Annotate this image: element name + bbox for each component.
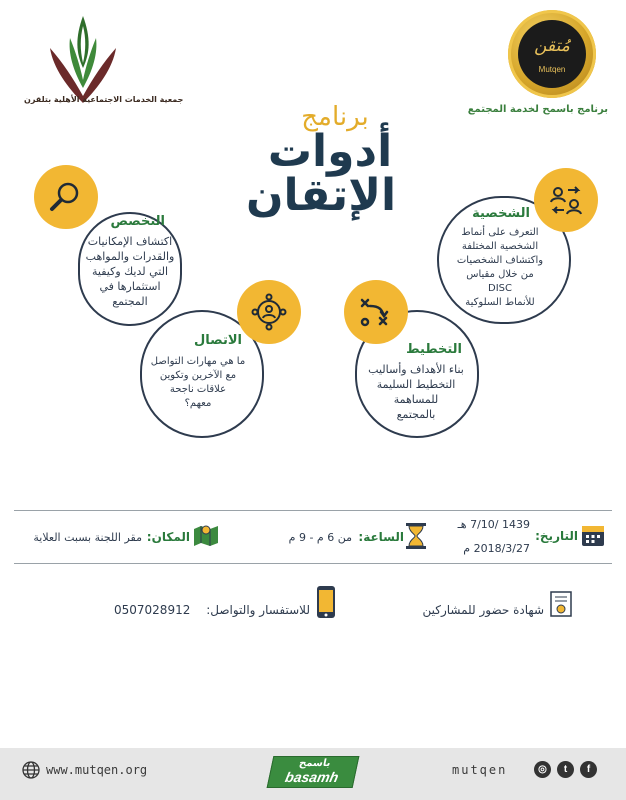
divider-bottom	[14, 563, 612, 564]
calendar-icon	[580, 522, 606, 552]
date-hijri: 1439 /7/10 هـ	[457, 518, 530, 531]
basamh-logo	[267, 756, 360, 788]
date-gregorian: 2018/3/27 م	[463, 542, 530, 555]
seal-caption: برنامج باسمح لخدمة المجتمع	[467, 104, 608, 115]
people-swap-icon	[534, 168, 598, 232]
card-planning-title: التخطيط	[406, 342, 462, 357]
map-icon	[192, 521, 220, 553]
basamh-logo-ar: باسمح	[297, 758, 332, 769]
certificate-text: شهادة حضور للمشاركين	[422, 603, 544, 617]
twitter-icon[interactable]: t	[557, 761, 574, 778]
card-communication-title: الاتصال	[194, 333, 242, 348]
title-line-1: أدوات	[267, 126, 393, 177]
globe-icon	[22, 761, 40, 783]
title-program: برنامج	[301, 102, 369, 132]
association-caption: جمعية الخدمات الاجتماعية الأهلية بتلقرن	[24, 95, 184, 104]
card-personality-title: الشخصية	[472, 206, 530, 221]
time-label: الساعة:	[358, 530, 404, 544]
place-value: مقر اللجنة بسبت العلاية	[33, 531, 142, 544]
card-specialty-title: التخصص	[110, 214, 165, 229]
instagram-icon[interactable]: ◎	[534, 761, 551, 778]
contact-phone[interactable]: 0507028912	[114, 603, 191, 617]
date-label: التاريخ:	[535, 529, 578, 543]
strategy-icon	[344, 280, 408, 344]
card-communication-body: ما هي مهارات التواصل مع الآخرين وتكوين علاقات ناجحة معهم؟	[150, 356, 246, 409]
seal-sub: Mutqen	[538, 65, 566, 74]
hourglass-icon	[405, 522, 427, 554]
seal-word: مُتقن	[534, 36, 570, 56]
card-specialty-body: اكتشاف الإمكانيات والقدرات والمواهب التي لديك وكيفية استثمارها في المجتمع	[85, 235, 175, 308]
divider-top	[14, 510, 612, 511]
website-link[interactable]: www.mutqen.org	[46, 763, 148, 777]
card-planning-body: بناء الأهداف وأساليب التخطيط السليمة للمساهمة بالمجتمع	[368, 363, 464, 421]
card-personality-body: التعرف على أنماط الشخصية المختلفة واكتشاف الشخصيات من خلال مقياس DISC للأنماط السلوكية	[456, 227, 544, 308]
contact-label: للاستفسار والتواصل:	[206, 603, 310, 617]
basamh-logo-text: basamh	[283, 769, 341, 785]
social-handle[interactable]: mutqen	[452, 763, 508, 777]
place-label: المكان:	[146, 530, 190, 544]
time-value: من 6 م - 9 م	[288, 531, 352, 544]
certificate-icon	[548, 590, 574, 624]
network-icon	[237, 280, 301, 344]
phone-icon	[316, 585, 336, 623]
mutqen-seal-logo	[508, 10, 596, 98]
title-line-2: الإتقان	[245, 170, 397, 221]
magnifier-icon	[34, 165, 98, 229]
facebook-icon[interactable]: f	[580, 761, 597, 778]
